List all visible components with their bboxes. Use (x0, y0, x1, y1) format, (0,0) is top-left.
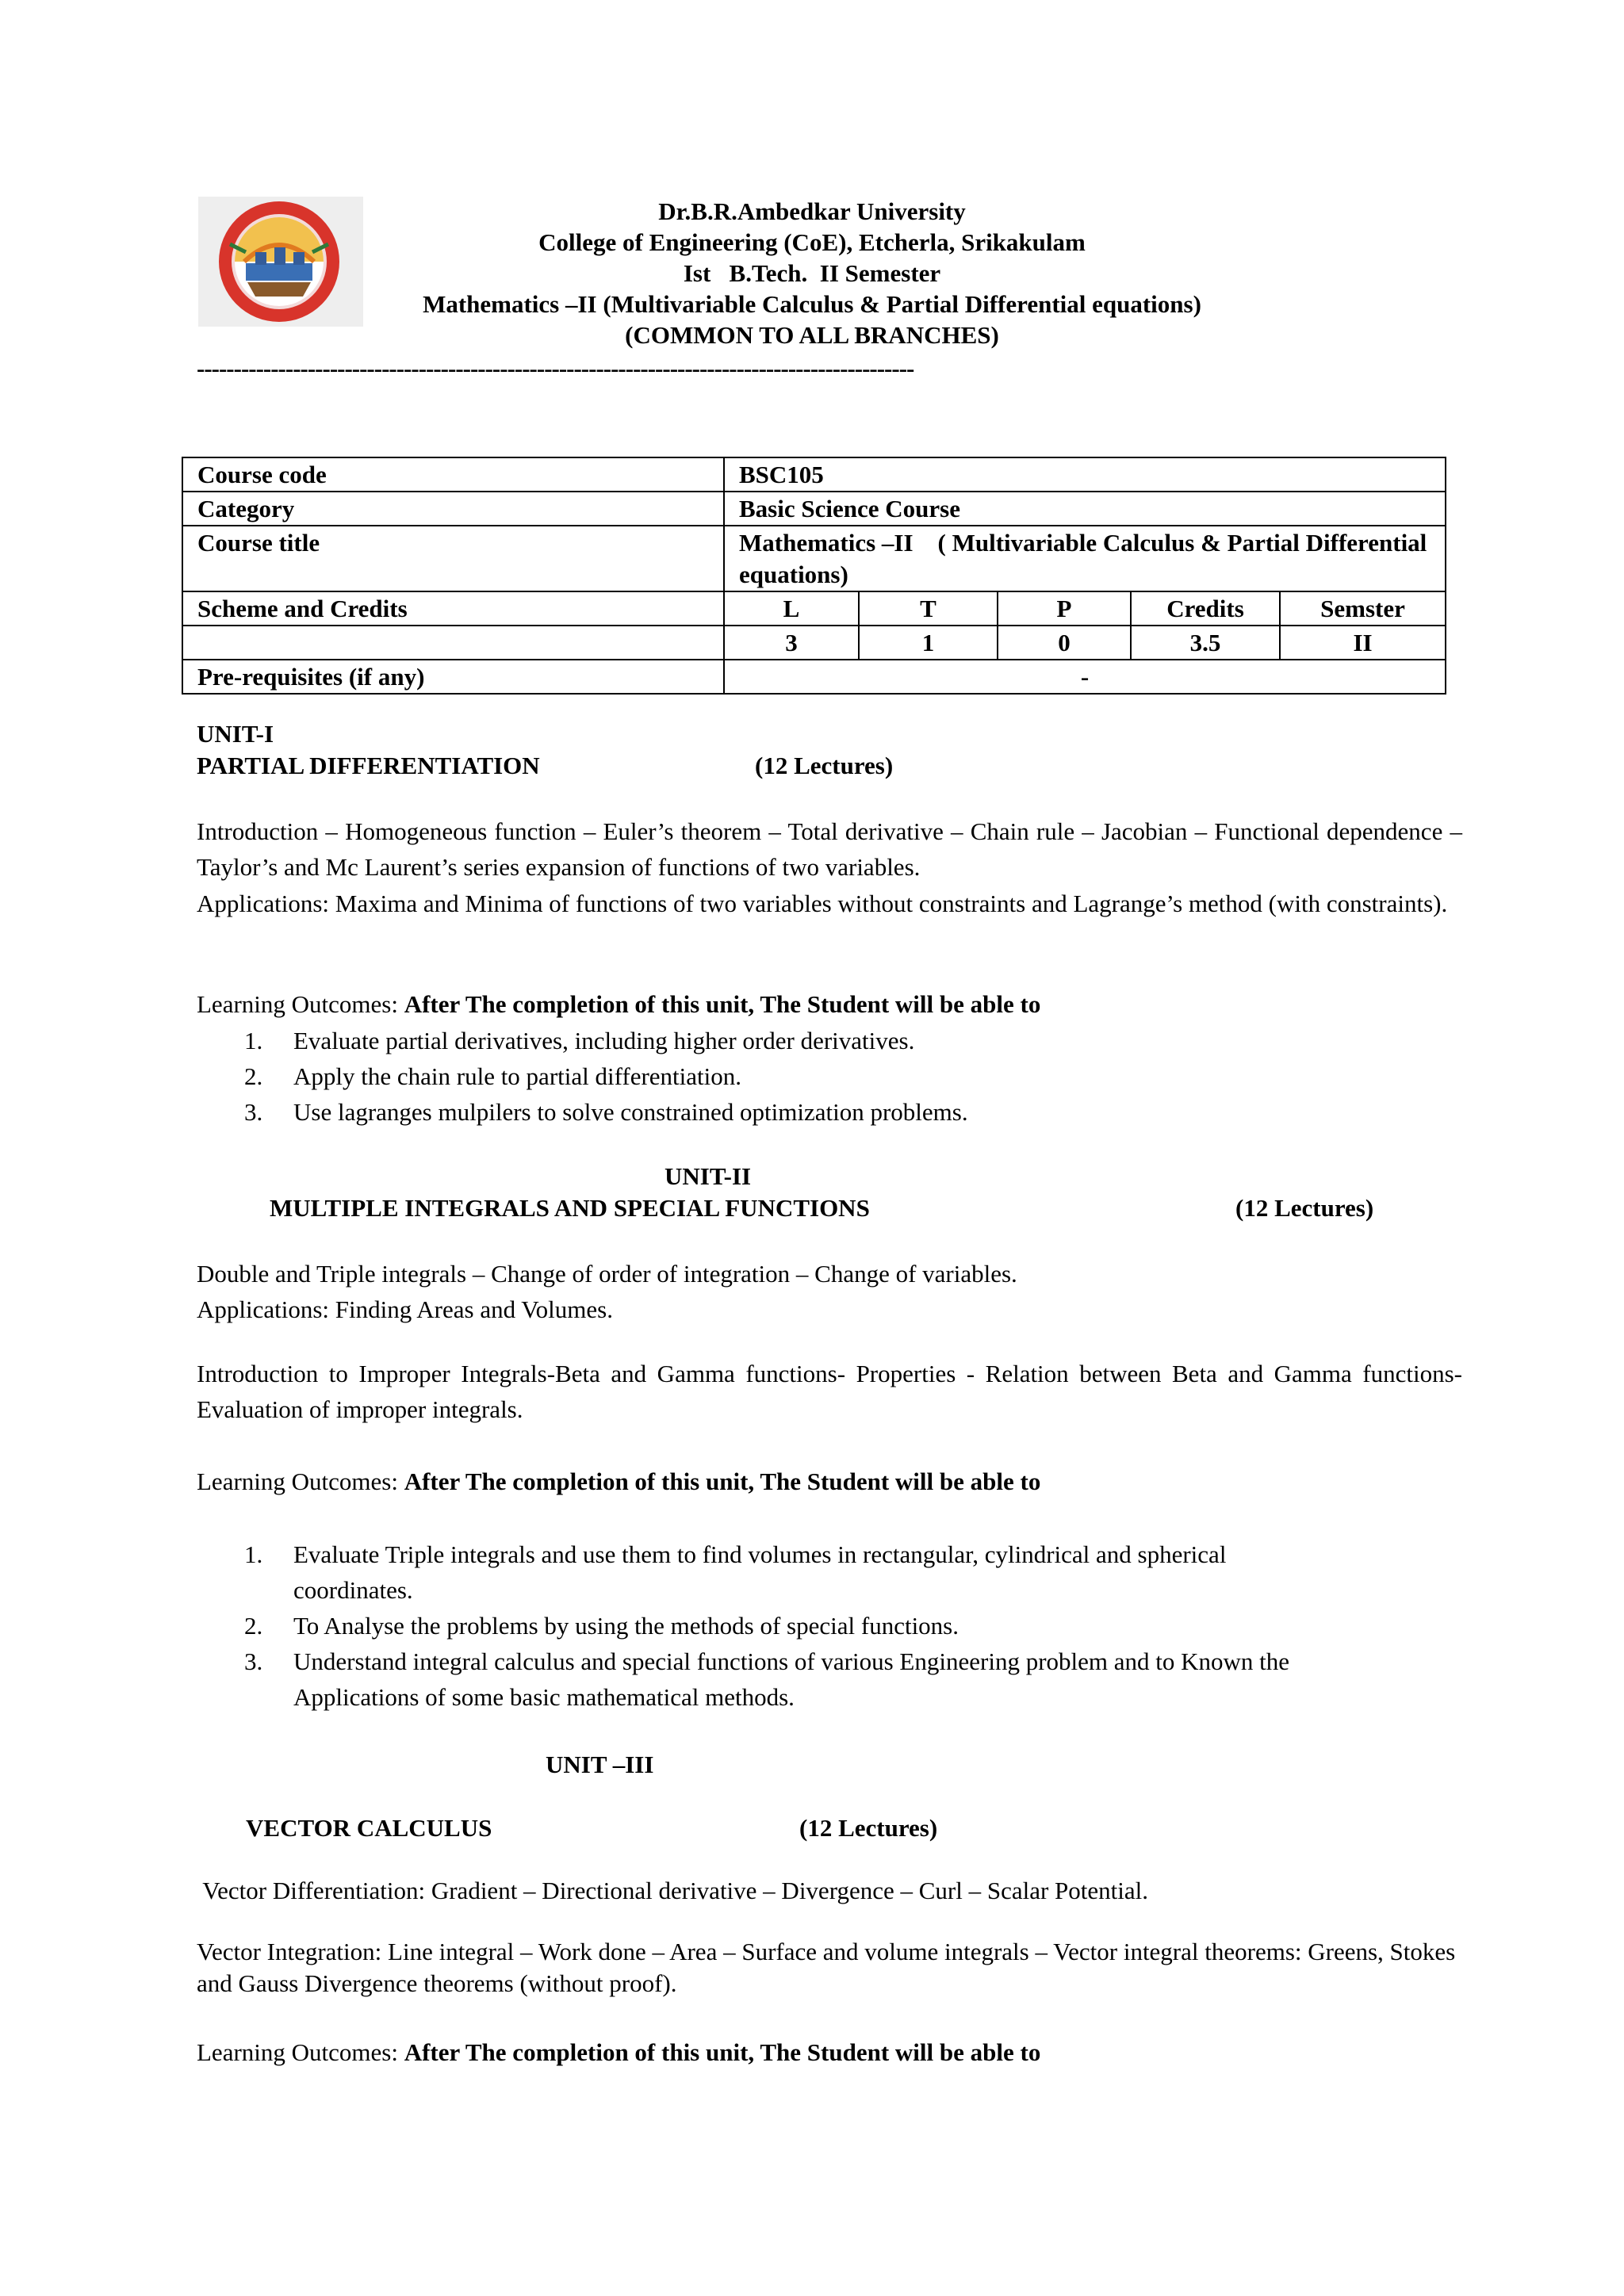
unit3-learning-outcomes (197, 2034, 1040, 2070)
college-name: College of Engineering (CoE), Etcherla, Srikakulam (538, 228, 1086, 256)
unit3-title: VECTOR CALCULUS (246, 1814, 492, 1842)
table-row (182, 591, 1446, 626)
unit2-outcomes-list (197, 1536, 1339, 1715)
course-code-value: BSC105 (724, 457, 1446, 492)
scheme-header-p: P (998, 591, 1131, 626)
header-divider: ------------------------------------------------------------------------------------------------- (197, 354, 914, 382)
unit2-heading: UNIT-II (665, 1162, 752, 1190)
course-code-label: Course code (182, 457, 724, 492)
scheme-header-credits: Credits (1131, 591, 1280, 626)
list-item: 2. Apply the chain rule to partial differentiation. (244, 1062, 741, 1090)
unit3-heading: UNIT –III (546, 1751, 654, 1778)
unit1-topics: Introduction – Homogeneous function – Euler’s theorem – Total derivative – Chain rule – Jacobian – Functional dependence – Taylor’s and Mc Laurent’s series expansion of functions of two variables. (197, 817, 1462, 881)
course-title-label: Course title (182, 526, 724, 591)
list-item: 1. Evaluate Triple integrals and use them to find volumes in rectangular, cylindrical and spherical coordinates. (244, 1540, 1227, 1604)
unit2-lectures: (12 Lectures) (1235, 1194, 1374, 1222)
scheme-value-l: 3 (724, 626, 859, 660)
list-item: 3. Use lagranges mulpilers to solve constrained optimization problems. (244, 1098, 968, 1126)
unit3-differentiation: Vector Differentiation: Gradient – Directional derivative – Divergence – Curl – Scalar Potential. (197, 1877, 1149, 1904)
scheme-empty-cell (182, 626, 724, 660)
unit2-applications: Applications: Finding Areas and Volumes. (197, 1295, 613, 1323)
lo-prefix: Learning Outcomes: (197, 1468, 404, 1495)
university-name: Dr.B.R.Ambedkar University (658, 197, 966, 225)
scheme-value-semester: II (1280, 626, 1446, 660)
unit3-lectures: (12 Lectures) (799, 1814, 938, 1842)
unit1-outcomes-list (197, 1023, 1462, 1130)
list-item: 3. Understand integral calculus and special functions of various Engineering problem and to Known the Applications of some basic mathematical methods. (244, 1647, 1290, 1711)
scheme-header-l: L (724, 591, 859, 626)
year-semester: Ist B.Tech. II Semester (683, 259, 941, 287)
unit1-lectures: (12 Lectures) (755, 752, 894, 779)
course-title-value: Mathematics –II ( Multivariable Calculus & Partial Differential equations) (724, 526, 1446, 591)
lo-statement: After The completion of this unit, The Student will be able to (404, 990, 1041, 1018)
common-note: (COMMON TO ALL BRANCHES) (625, 321, 999, 349)
table-row (182, 526, 1446, 591)
subject-title: Mathematics –II (Multivariable Calculus & Partial Differential equations) (423, 290, 1201, 318)
list-item: 1. Evaluate partial derivatives, including higher order derivatives. (244, 1027, 915, 1054)
unit2-title: MULTIPLE INTEGRALS AND SPECIAL FUNCTIONS (270, 1194, 870, 1222)
scheme-header-t: T (859, 591, 998, 626)
list-item: 2. To Analyse the problems by using the methods of special functions. (244, 1612, 959, 1640)
lo-statement: After The completion of this unit, The Student will be able to (404, 1468, 1041, 1495)
course-details-table (182, 457, 1446, 695)
unit1-title: PARTIAL DIFFERENTIATION (197, 752, 540, 779)
prereq-value: - (724, 660, 1446, 694)
unit2-special-functions: Introduction to Improper Integrals-Beta and Gamma functions- Properties - Relation between Beta and Gamma functions- Evaluation of improper integrals. (197, 1360, 1462, 1423)
unit2-topics: Double and Triple integrals – Change of order of integration – Change of variables. (197, 1260, 1017, 1288)
table-row (182, 492, 1446, 526)
unit3-integration: Vector Integration: Line integral – Work done – Area – Surface and volume integrals – Vector integral theorems: Greens, Stokes and Gauss Divergence theorems (without proof). (197, 1938, 1456, 1997)
category-value: Basic Science Course (724, 492, 1446, 526)
scheme-value-p: 0 (998, 626, 1131, 660)
scheme-label: Scheme and Credits (182, 591, 724, 626)
unit1-learning-outcomes (197, 986, 1040, 1022)
prereq-label: Pre-requisites (if any) (182, 660, 724, 694)
unit1-applications: Applications: Maxima and Minima of functions of two variables without constraints and Lagrange’s method (with constraints). (197, 890, 1448, 917)
scheme-header-semester: Semster (1280, 591, 1446, 626)
unit1-heading: UNIT-I (197, 720, 274, 748)
table-row (182, 660, 1446, 694)
scheme-value-credits: 3.5 (1131, 626, 1280, 660)
table-row (182, 457, 1446, 492)
category-label: Category (182, 492, 724, 526)
lo-statement: After The completion of this unit, The Student will be able to (404, 2038, 1041, 2066)
scheme-value-t: 1 (859, 626, 998, 660)
lo-prefix: Learning Outcomes: (197, 990, 404, 1018)
unit2-learning-outcomes (197, 1464, 1040, 1499)
table-row (182, 626, 1446, 660)
lo-prefix: Learning Outcomes: (197, 2038, 404, 2066)
